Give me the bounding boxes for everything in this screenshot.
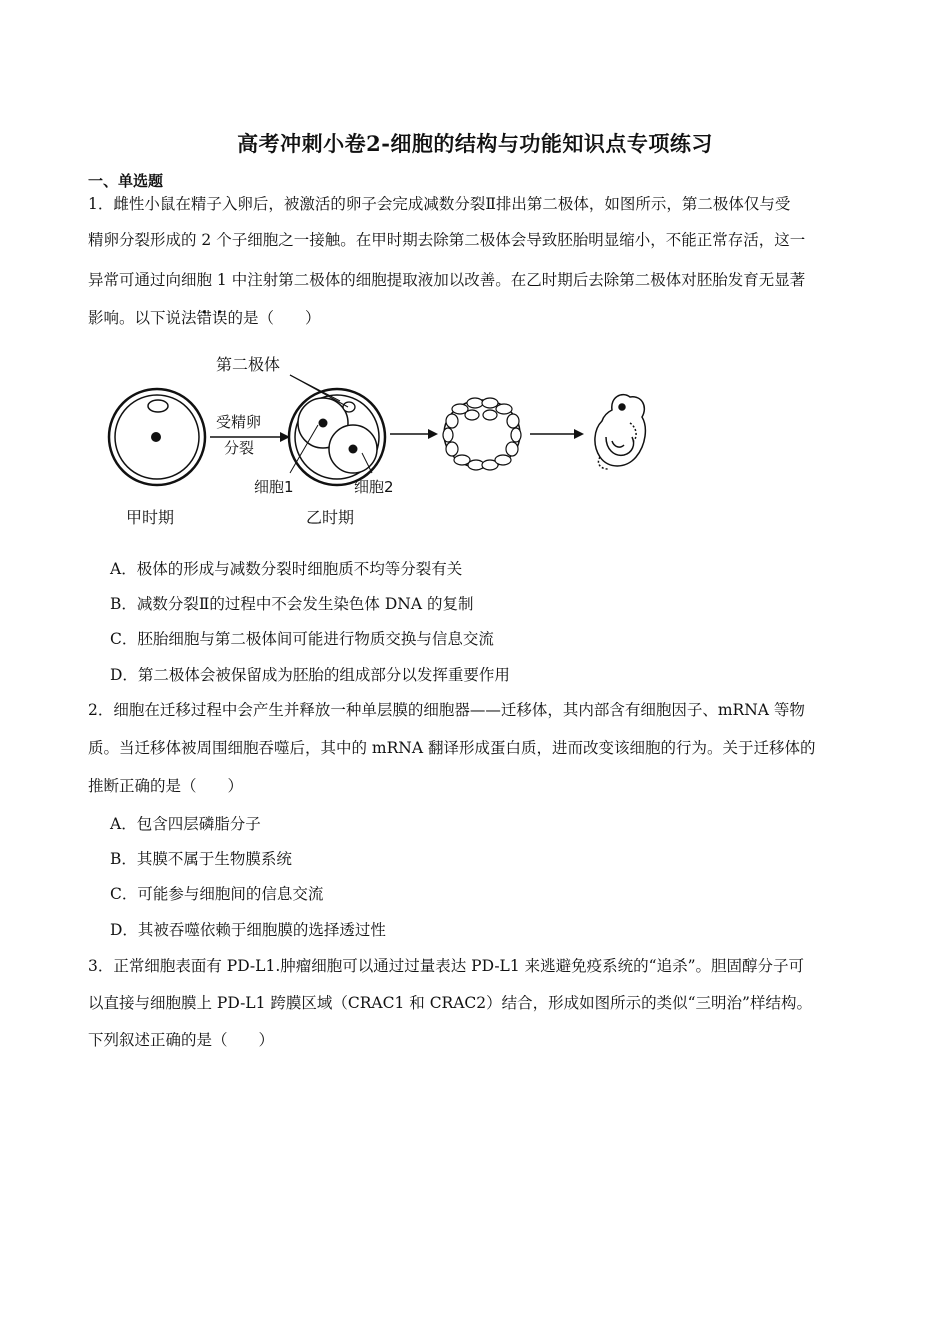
label-fert-line-1: 受精卵 [216, 413, 262, 431]
question-1-option-c: C．胚胎细胞与第二极体间可能进行物质交换与信息交流 [110, 630, 494, 648]
question-3-line-3: 下列叙述正确的是（ ） [88, 1031, 275, 1049]
question-2-line-2: 质。当迁移体被周围细胞吞噬后，其中的 mRNA 翻译形成蛋白质，进而改变该细胞的行为。关于迁移体的 [88, 739, 816, 757]
question-1-option-b: B．减数分裂Ⅱ的过程中不会发生染色体 DNA 的复制 [110, 595, 474, 613]
question-2-option-b: B．其膜不属于生物膜系统 [110, 850, 292, 868]
question-1-line-4 [88, 300, 868, 336]
question-2-line-3: 推断正确的是（ ） [88, 777, 244, 795]
label-stage-yi: 乙时期 [306, 508, 355, 527]
question-1-line-1: 1．雌性小鼠在精子入卵后，被激活的卵子会完成减数分裂Ⅱ排出第二极体，如图所示，第二极体仅与受 [88, 195, 791, 213]
label-second-polar-body: 第二极体 [216, 355, 281, 374]
egg-stage-1 [109, 389, 205, 485]
section-heading: 一、单选题 [88, 172, 164, 190]
question-2-option-a: A．包含四层磷脂分子 [110, 815, 261, 833]
arrow-2 [390, 429, 438, 439]
question-1-line-3: 异常可通过向细胞 1 中注射第二极体的细胞提取液加以改善。在乙时期后去除第二极体对胚胎发育无显著 [88, 271, 806, 289]
question-1-option-d: D．第二极体会被保留成为胚胎的组成部分以发挥重要作用 [110, 666, 510, 684]
arrow-3 [530, 429, 584, 439]
question-3-line-2: 以直接与细胞膜上 PD-L1 跨膜区域（CRAC1 和 CRAC2）结合，形成如图所示的类似“三明治”样结构。 [88, 994, 812, 1012]
question-2-option-d: D．其被吞噬依赖于细胞膜的选择透过性 [110, 921, 386, 939]
emphasis-char-1: 错 [196, 309, 213, 327]
question-3-line-1: 3．正常细胞表面有 PD-L1.肿瘤细胞可以通过过量表达 PD-L1 来逃避免疫系统的“追杀”。胆固醇分子可 [88, 957, 804, 975]
blastocyst [443, 398, 521, 470]
question-1-option-a: A．极体的形成与减数分裂时细胞质不均等分裂有关 [110, 560, 463, 578]
label-cell-1: 细胞1 [254, 478, 294, 496]
question-1-line-4-pre: 影响。以下说法 [88, 309, 197, 327]
embryo-development-figure [100, 345, 660, 535]
emphasis-char-2: 误 [212, 309, 228, 327]
label-cell-2: 细胞2 [354, 478, 394, 496]
question-1-line-4-post: 的是（ ） [227, 309, 321, 327]
label-stage-jia: 甲时期 [126, 508, 175, 527]
mouse-embryo [595, 395, 645, 469]
question-2-option-c: C．可能参与细胞间的信息交流 [110, 885, 324, 903]
question-1-line-2: 精卵分裂形成的 2 个子细胞之一接触。在甲时期去除第二极体会导致胚胎明显缩小，不能正常存活，这一 [88, 231, 806, 249]
question-2-line-1: 2．细胞在迁移过程中会产生并释放一种单层膜的细胞器——迁移体，其内部含有细胞因子、mRNA 等物 [88, 701, 805, 719]
document-title: 高考冲刺小卷2-细胞的结构与功能知识点专项练习 [237, 131, 713, 156]
label-fert-line-2: 分裂 [224, 439, 255, 457]
